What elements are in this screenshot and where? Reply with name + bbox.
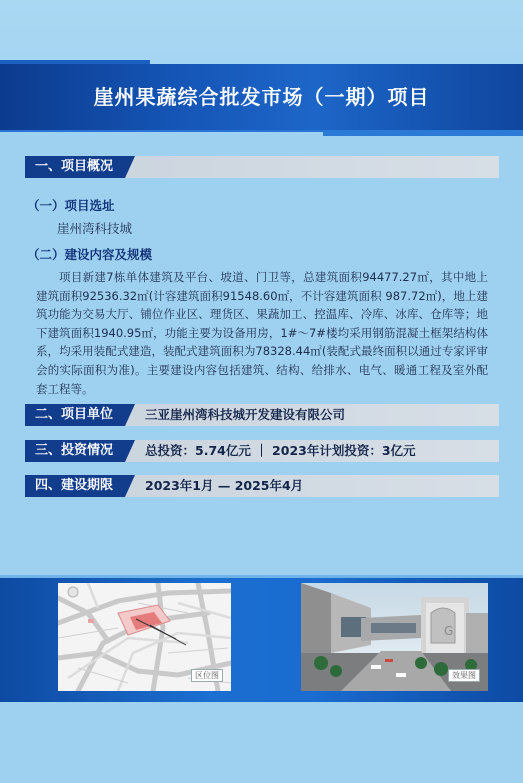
- section-value-unit: 三亚崖州湾科技城开发建设有限公司: [145, 407, 346, 422]
- site-text: 崖州湾科技城: [57, 221, 133, 236]
- section-value-period: 2023年1月 — 2025年4月: [145, 478, 304, 493]
- section-bar-unit: [25, 404, 499, 426]
- rendering-image: [301, 583, 488, 691]
- section-label-unit: 二、项目单位: [25, 404, 125, 426]
- location-map-image: [58, 583, 231, 691]
- page-title: 崖州果蔬综合批发市场（一期）项目: [93, 85, 430, 109]
- subheading-scope: （二）建设内容及规模: [27, 247, 153, 262]
- section-value-investment: 总投资：5.74亿元 ｜ 2023年计划投资：3亿元: [145, 443, 416, 458]
- section-label-investment: 三、投资情况: [25, 440, 125, 462]
- subheading-site: （一）项目选址: [27, 198, 115, 213]
- section-bar-overview: [25, 156, 499, 178]
- svg-text:G: G: [444, 624, 454, 638]
- section-bar-investment: [25, 440, 499, 462]
- section-label-overview: 一、项目概况: [25, 156, 125, 178]
- section-label-period: 四、建设期限: [25, 475, 125, 497]
- scope-paragraph: 项目新建7栋单体建筑及平台、坡道、门卫等，总建筑面积94477.27㎡，其中地上建筑面积92536.32㎡(计容建筑面积91548.60㎡，不计容建筑面积 987.72㎡)，地上建筑功能为交易大厅、铺位作业区、理货区、果蔬加工、控温库、冷库、冰库、仓库等；地下建筑面积1940.95㎡，功能主要为设备用房，1#～7#楼均采用钢筋混凝土框架结构体系，均采用装配式建造，装配式建筑面积为78328.44㎡(装配式最终面积以通过专家评审会的实际面积为准)。主要建设内容包括建筑、结构、给排水、电气、暖通工程及室外配套工程等。: [36, 270, 488, 396]
- rendering-caption: 效果图: [448, 669, 480, 682]
- section-bar-period: [25, 475, 499, 497]
- map-caption: 区位图: [191, 669, 223, 682]
